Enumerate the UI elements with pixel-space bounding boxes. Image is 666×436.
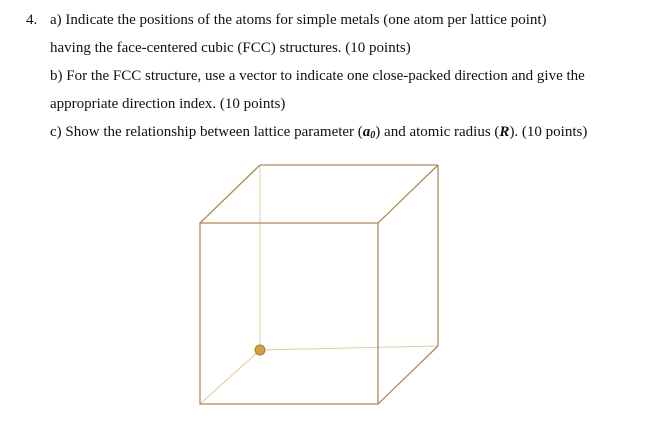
question-number: 4. bbox=[26, 12, 38, 28]
lattice-parameter-subscript: 0 bbox=[370, 130, 376, 141]
lattice-parameter-symbol: a bbox=[362, 124, 371, 140]
part-b-line-2: appropriate direction index. (10 points) bbox=[50, 96, 286, 112]
part-c-text-pre: c) Show the relationship between lattice parameter ( bbox=[50, 124, 363, 140]
hidden-edge-bottom-left bbox=[200, 350, 260, 404]
part-a-line-2: having the face-centered cubic (FCC) structures. (10 points) bbox=[50, 40, 411, 56]
cube-edge-top-right-diagonal bbox=[378, 165, 438, 223]
cube-front-face bbox=[200, 223, 378, 404]
cube-edge-bottom-right-diagonal bbox=[378, 346, 438, 404]
cube-edge-top-left-diagonal bbox=[200, 165, 260, 223]
part-c-text-mid: ) and atomic radius ( bbox=[375, 124, 500, 140]
corner-atom bbox=[255, 345, 265, 355]
part-c-text-post: ). (10 points) bbox=[509, 124, 588, 140]
hidden-edge-bottom-back bbox=[260, 346, 438, 350]
part-a-line-1: a) Indicate the positions of the atoms for simple metals (one atom per lattice point) bbox=[50, 12, 547, 28]
atomic-radius-symbol: R bbox=[499, 124, 510, 140]
part-b-line-1: b) For the FCC structure, use a vector to indicate one close-packed direction and give the bbox=[50, 68, 585, 84]
